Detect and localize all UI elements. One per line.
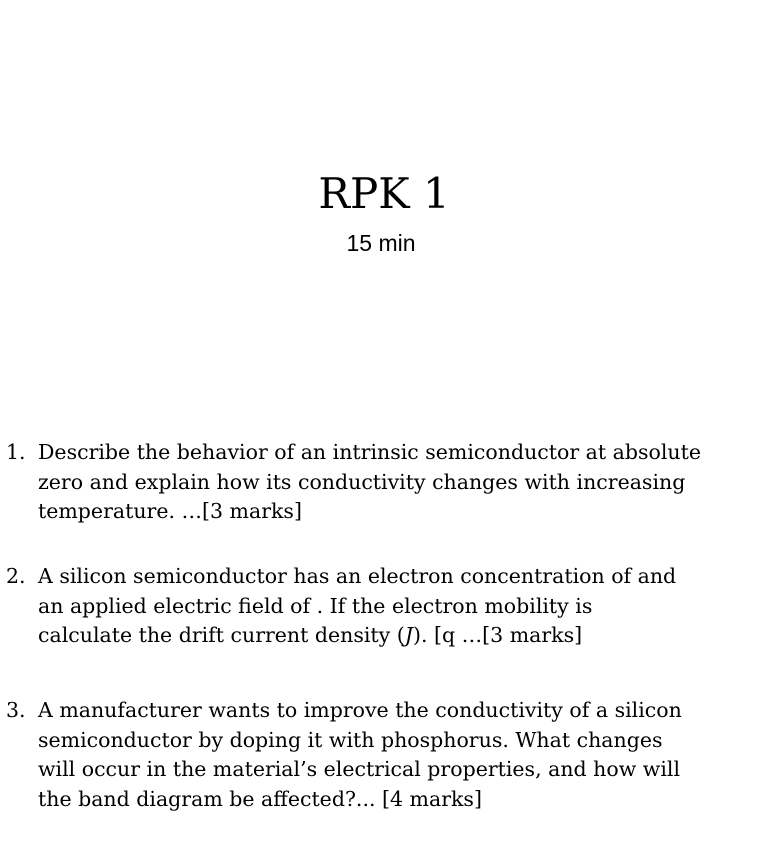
question-line: A silicon semiconductor has an electron concentration of and: [38, 564, 677, 588]
question-line: [38, 621, 766, 651]
question-line: Describe the behavior of an intrinsic semiconductor at absolute: [38, 440, 701, 464]
question-line: will occur in the material’s electrical properties, and how will: [38, 757, 680, 781]
question-line-part: ). [q …[3 marks]: [412, 623, 583, 647]
question-text: [38, 438, 766, 527]
question-line-part: calculate the drift current density (: [38, 623, 405, 647]
question-line: zero and explain how its conductivity changes with increasing: [38, 469, 686, 494]
question-number: 2.: [6, 564, 26, 588]
question-number: 1.: [6, 440, 26, 464]
page-title: RPK 1: [318, 169, 450, 218]
question-line: A manufacturer wants to improve the conductivity of a silicon: [38, 698, 682, 722]
current-density-symbol: J: [404, 623, 413, 647]
question-number: 3.: [6, 698, 26, 722]
question-text: [38, 562, 766, 651]
question-line: temperature. …[3 marks]: [38, 499, 302, 523]
question-line: the band diagram be affected?... [4 marks]: [38, 786, 482, 811]
question-line: an applied electric field of . If the electron mobility is: [38, 593, 593, 618]
question-line: semiconductor by doping it with phosphorus. What changes: [38, 727, 663, 752]
question-text: [38, 696, 766, 814]
exam-duration: 15 min: [346, 230, 416, 256]
